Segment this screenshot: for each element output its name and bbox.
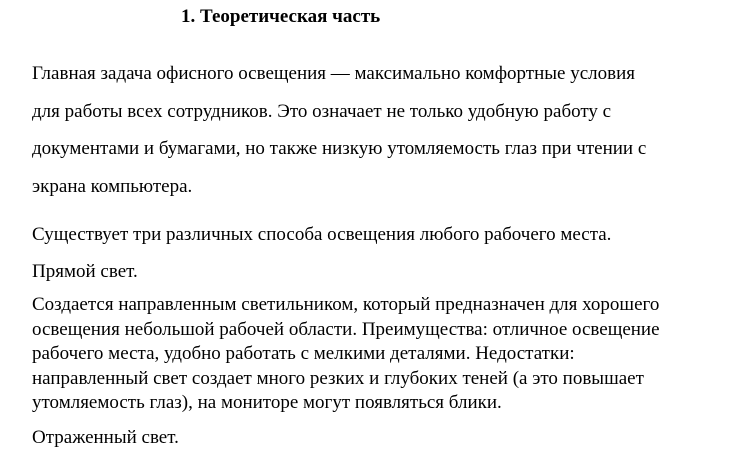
paragraph-line: экрана компьютера. bbox=[32, 175, 193, 197]
paragraph-line: Главная задача офисного освещения — максимально комфортные условия bbox=[32, 63, 635, 84]
paragraph-line: Существует три различных способа освещения любого рабочего места. bbox=[32, 224, 612, 245]
paragraph-line: направленный свет создает много резких и глубоких теней (а это повышает bbox=[32, 367, 644, 389]
section-heading: 1. Теоретическая часть bbox=[181, 6, 381, 27]
paragraph-line: утомляемость глаз), на мониторе могут появляться блики. bbox=[32, 392, 502, 413]
paragraph-reflected-light-title bbox=[32, 425, 179, 451]
paragraph-line: Отраженный свет. bbox=[32, 427, 179, 448]
paragraph-office-lighting bbox=[32, 55, 646, 205]
paragraph-line: документами и бумагами, но также низкую утомляемость глаз при чтении с bbox=[32, 138, 647, 159]
paragraph-direct-light-description bbox=[32, 293, 660, 416]
paragraph-line: освещения небольшой рабочей области. Преимущества: отличное освещение bbox=[32, 318, 660, 340]
paragraph-line: рабочего места, удобно работать с мелкими деталями. Недостатки: bbox=[32, 343, 575, 364]
paragraph-line: Создается направленным светильником, который предназначен для хорошего bbox=[32, 294, 660, 315]
paragraph-line: для работы всех сотрудников. Это означает не только удобную работу с bbox=[32, 100, 612, 122]
paragraph-lighting-methods bbox=[32, 222, 611, 248]
paragraph-line: Прямой свет. bbox=[32, 261, 138, 282]
paragraph-direct-light-title bbox=[32, 259, 138, 285]
